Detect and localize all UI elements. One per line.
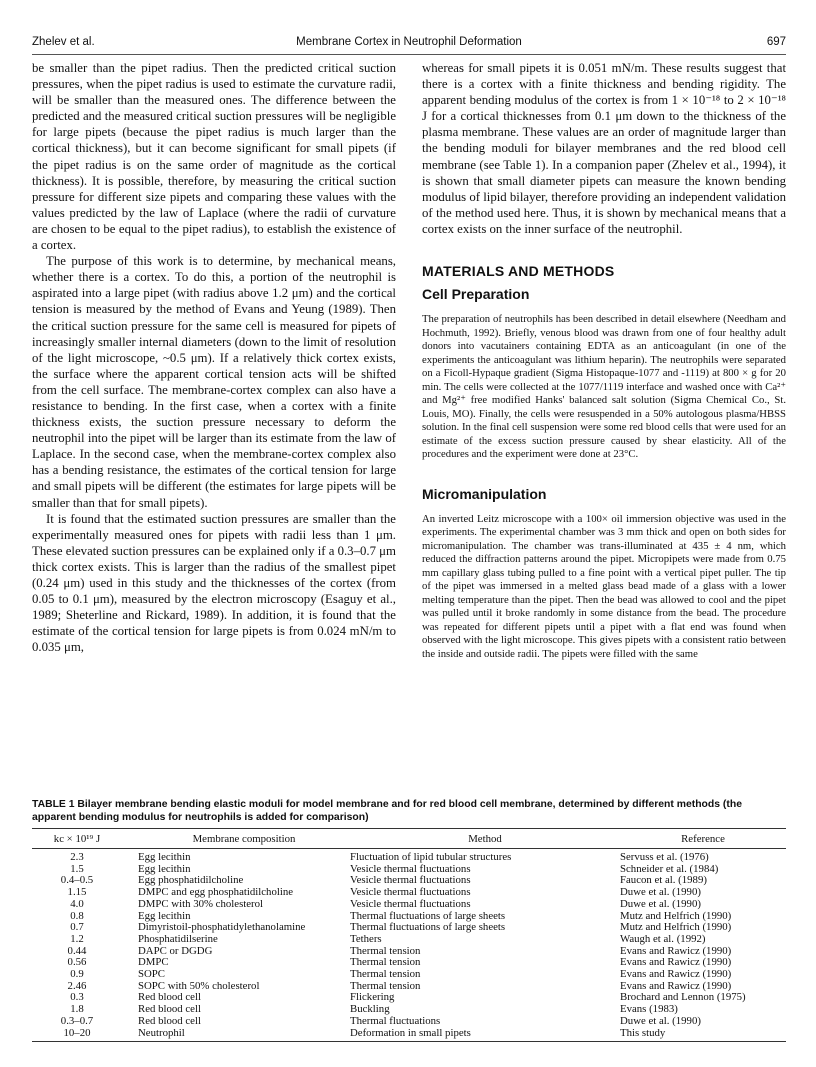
table-cell: Vesicle thermal fluctuations [350, 897, 471, 910]
table-cell: 0.8 [70, 909, 84, 922]
table-cell: Vesicle thermal fluctuations [350, 874, 471, 887]
table-caption: TABLE 1 Bilayer membrane bending elastic moduli for model membrane and for red blood cell membrane, determined by different methods (the apparent bending modulus for neutrophils is added for comparison) [32, 799, 742, 823]
table-cell: Egg lecithin [138, 909, 191, 922]
left-column [32, 60, 396, 655]
table-cell: Evans and Rawicz (1990) [620, 956, 732, 969]
paragraph: The preparation of neutrophils has been described in detail elsewhere (Needham and Hochmuth, 1992). Briefly, venous blood was drawn from one of four healthy adult donors into vacutainers containing EDTA as an anticoagulant (in one of the experiments the anticoagulant was lithium heparin). The neutrophils were separated on a Ficoll-Hypaque gradient (Sigma Histopaque-1077 and -1119) at 800 × g for 20 min. The cells were collected at the 1077/1119 interface and washed once with Ca²⁺ and Mg²⁺ free modified Hanks' balanced salt solution (Sigma Chemical Co., St. Louis, MO). Finally, the cells were resuspended in a 50% autologous plasma/HBSS solution. In the final cell suspension were some red blood cells that were used for an estimate of the excess suction pressure caused by shear elasticity. All of the procedures and the experiment were done at 23°C. [422, 313, 786, 461]
table-cell: Dimyristoil-phosphatidylethanolamine [138, 921, 306, 934]
table-cell: 0.7 [70, 921, 84, 934]
table-cell: Red blood cell [138, 1014, 201, 1027]
table-cell: Duwe et al. (1990) [620, 1014, 701, 1027]
table-cell: Thermal tension [350, 979, 421, 992]
table-body [32, 852, 786, 1039]
table-cell: Fluctuation of lipid tubular structures [350, 851, 512, 863]
table-cell: Vesicle thermal fluctuations [350, 862, 471, 875]
table-cell: 1.5 [70, 862, 84, 875]
table-cell: 1.8 [70, 1003, 84, 1016]
table-1 [32, 798, 786, 1042]
paragraph: The purpose of this work is to determine, by mechanical means, whether there is a cortex. To do this, a portion of the neutrophil is aspirated into a large pipet (with radius above 1.2 μm) and the cortical tension is measured by the method of Evans and Yeung (1989). Then the critical suction pressure for the same cell is measured for pipets of increasingly smaller internal diameters (down to the limit of resolution of the light microscope, ~0.5 μm). If a relatively thick cortex exists, the surface where the apparent cortical tension acts will be shifted from the cell surface. The membrane-cortex complex can also have a resistance to bending. In the first case, when a cortex with a finite thickness exists, the suction pressure necessary to deform the neutrophil into the pipet will be larger than its estimate from the law of Laplace. In the second case, when the membrane-cortex complex also has a bending resistance, the estimates of the cortical tension for large and small pipets will be different (the estimates for large pipets will be smaller than that for small pipets). [32, 254, 396, 510]
table-cell: Evans (1983) [620, 1003, 678, 1016]
table-row [32, 852, 786, 864]
table-cell: 0.4–0.5 [60, 874, 94, 887]
page-number: 697 [766, 36, 786, 48]
table-cell: Evans and Rawicz (1990) [620, 968, 732, 981]
table-cell: Phosphatidilserine [138, 932, 218, 945]
column-header: Reference [681, 833, 725, 845]
table-cell: Schneider et al. (1984) [620, 862, 719, 875]
table-cell: Duwe et al. (1990) [620, 897, 701, 910]
paragraph: be smaller than the pipet radius. Then the predicted critical suction pressures, when the pipet radius is used to estimate the curvature radii, will be smaller than the measured ones. The difference between the predicted and the measured critical suction pressures will be negligible for large pipets (because the pipet radius is much larger than the cortical thickness), but it can become significant for small pipets (if the pipet radius is on the same order of magnitude as the cortical thickness). It is possible, therefore, by measuring the critical suction pressure for different size pipets and comparing these values with the values predicted by the law of Laplace (where the radii of curvature are chosen to be equal to the pipet radius), to establish the existence of a cortex. [32, 61, 396, 253]
table-cell: Tethers [350, 932, 382, 945]
table-cell: 1.2 [70, 932, 84, 945]
table-cell: Waugh et al. (1992) [620, 932, 706, 945]
table-cell: Red blood cell [138, 1003, 201, 1016]
table-row [32, 1028, 786, 1040]
table-cell: Thermal fluctuations [350, 1014, 441, 1027]
table-cell: Faucon et al. (1989) [620, 874, 707, 887]
table-cell: DMPC and egg phosphatidilcholine [138, 886, 294, 899]
section-heading: MATERIALS AND METHODS [422, 263, 615, 280]
table-row [32, 934, 786, 946]
table-cell: Mutz and Helfrich (1990) [620, 909, 732, 922]
header-authors: Zhelev et al. [32, 36, 95, 48]
header-rule [32, 54, 786, 55]
table-cell: Thermal fluctuations of large sheets [350, 921, 506, 934]
right-column [422, 60, 786, 661]
table-bottom-rule [32, 1041, 786, 1042]
table-cell: Egg lecithin [138, 862, 191, 875]
table-cell: Thermal tension [350, 944, 421, 957]
table-cell: Flickering [350, 991, 395, 1004]
table-cell: 0.9 [70, 968, 84, 981]
table-cell: Thermal tension [350, 956, 421, 969]
table-cell: DAPC or DGDG [138, 944, 213, 957]
table-cell: Thermal fluctuations of large sheets [350, 909, 506, 922]
subsection-heading-cell-preparation: Cell Preparation [422, 286, 530, 303]
table-header-row [32, 829, 786, 848]
table-cell: DMPC [138, 956, 169, 969]
table-cell: Neutrophil [138, 1026, 185, 1039]
table-cell: Egg lecithin [138, 851, 191, 863]
table-row [32, 1016, 786, 1028]
column-header: Membrane composition [192, 833, 296, 845]
paragraph: An inverted Leitz microscope with a 100× oil immersion objective was used in the experiments. The experimental chamber was 3 mm thick and open on both sides for micromanipulation. The chamber was trans-illuminated at 435 ± 4 nm, which reduced the diffraction patterns around the pipet. Micropipets were made from 0.75 mm capillary glass tubing pulled to a fine point with a vertical pipet puller. The tip of the pipet was immersed in a melted glass bead made of a glass with a lower melting temperature than the pipet. Then the bead was allowed to cool and the pipet was pulled until it broke randomly in some distance from the bead. The procedure was repeated for different pipets until a pipet with a flat end was found when observed with the light microscope. This gives pipets with a consistent ratio between the inside and outside radii. The pipets were filled with the same [422, 512, 786, 660]
bending-moduli-table [32, 829, 786, 1039]
table-cell: 10–20 [63, 1026, 91, 1039]
table-row [32, 969, 786, 981]
table-cell: Servuss et al. (1976) [620, 851, 709, 863]
running-header [32, 36, 786, 52]
table-cell: Thermal tension [350, 968, 421, 981]
header-title: Membrane Cortex in Neutrophil Deformation [296, 36, 522, 48]
column-header: kc × 10¹⁹ J [53, 833, 101, 845]
table-cell: Evans and Rawicz (1990) [620, 979, 732, 992]
table-cell: 2.46 [67, 979, 87, 992]
paragraph: whereas for small pipets it is 0.051 mN/m. These results suggest that there is a cortex with a finite thickness and bending rigidity. The apparent bending modulus of the cortex is from 1 × 10⁻¹⁸ to 2 × 10⁻¹⁸ J for a cortical thicknesses from 0.1 μm down to the thickness of the plasma membrane. These values are an order of magnitude larger than the bending moduli for bilayer membranes and the red blood cell membrane (see Table 1). In a companion paper (Zhelev et al., 1994), it is shown that small diameter pipets can measure the known bending modulus of lipid bilayer, therefore providing an independent validation of the method used here. Thus, it is shown by mechanical means that a cortex exists on the inner surface of the neutrophil. [422, 61, 786, 236]
table-cell: Duwe et al. (1990) [620, 886, 701, 899]
table-cell: DMPC with 30% cholesterol [138, 897, 264, 910]
table-cell: Egg phosphatidilcholine [138, 874, 244, 887]
column-header: Method [468, 833, 502, 845]
table-row [32, 899, 786, 911]
table-cell: 4.0 [70, 897, 84, 910]
table-cell: 2.3 [70, 851, 84, 863]
table-cell: 0.56 [67, 956, 87, 969]
paragraph: It is found that the estimated suction pressures are smaller than the experimentally measured ones for pipets with radii less than 1 μm. These elevated suction pressures can be explained only if a 0.3–0.7 μm thick cortex exists. This is larger than the radius of the smallest pipet (0.24 μm) used in this study and the thicknesses of the cortex (from 0.05 to 0.1 μm), measured by the electron microscopy (Esaguy et al., 1989; Sheterline and Rickard, 1989). In addition, it is found that the estimate of the cortical tension for large pipets is from 0.024 mN/m to 0.035 μm, [32, 511, 396, 655]
table-cell: Brochard and Lennon (1975) [620, 991, 746, 1004]
table-cell: Mutz and Helfrich (1990) [620, 921, 732, 934]
table-cell: SOPC [138, 968, 166, 981]
table-cell: 0.3 [70, 991, 84, 1004]
table-cell: Deformation in small pipets [350, 1026, 471, 1039]
table-cell: 0.44 [67, 944, 87, 957]
table-cell: SOPC with 50% cholesterol [138, 979, 260, 992]
table-cell: This study [620, 1026, 666, 1039]
subsection-heading-micromanipulation: Micromanipulation [422, 485, 547, 502]
table-cell: Vesicle thermal fluctuations [350, 886, 471, 899]
table-header-rule [32, 848, 786, 849]
table-cell: 1.15 [67, 886, 87, 899]
table-cell: Red blood cell [138, 991, 201, 1004]
table-cell: 0.3–0.7 [60, 1014, 94, 1027]
table-cell: Evans and Rawicz (1990) [620, 944, 732, 957]
table-cell: Buckling [350, 1003, 390, 1016]
